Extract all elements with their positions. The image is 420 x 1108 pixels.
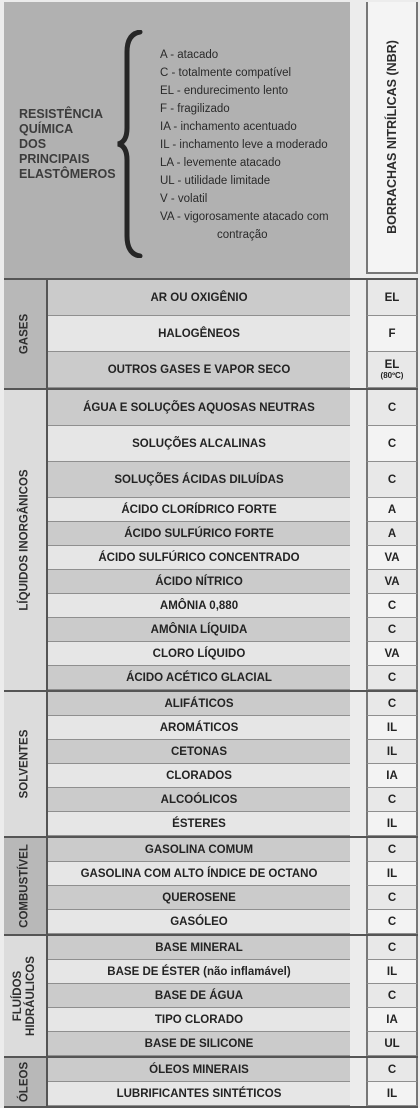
substance-name: BASE DE SILICONE (48, 1032, 350, 1056)
substance-name: ÁCIDO ACÉTICO GLACIAL (48, 666, 350, 690)
rating-cell (366, 740, 418, 764)
substance-name: ALIFÁTICOS (48, 692, 350, 716)
material-column-label: BORRACHAS NITRÍLICAS (NBR) (385, 40, 399, 234)
category-cell (4, 838, 48, 934)
substance-name: ALCOÓLICOS (48, 788, 350, 812)
rating-cell (366, 522, 418, 546)
category-label: FLUÍDOS HIDRÁULICOS (12, 956, 37, 1036)
rating-value: C (387, 891, 397, 904)
substance-name: CETONAS (48, 740, 350, 764)
substance-name: CLORADOS (48, 764, 350, 788)
rating-value: VA (384, 575, 400, 588)
curly-brace-icon (116, 30, 146, 258)
substance-name: QUEROSENE (48, 886, 350, 910)
legend-item: V - volatil (160, 193, 208, 205)
rating-value: C (387, 843, 397, 856)
rating-cell (366, 716, 418, 740)
substance-name: GASOLINA COM ALTO ÍNDICE DE OCTANO (48, 862, 350, 886)
rating-value: C (387, 793, 397, 806)
rating-cell (366, 960, 418, 984)
rating-value: EL (384, 291, 400, 304)
substance-name: LUBRIFICANTES SINTÉTICOS (48, 1082, 350, 1106)
rating-value: IL (386, 867, 398, 880)
rating-cell (366, 546, 418, 570)
category-label: SOLVENTES (18, 729, 31, 799)
category-label: GASES (18, 313, 31, 355)
substance-name: ÁCIDO CLORÍDRICO FORTE (48, 498, 350, 522)
rating-value: C (387, 473, 397, 486)
column-gap (350, 390, 366, 690)
rating-cell (366, 426, 418, 462)
rating-value: VA (384, 647, 400, 660)
substance-name: ÁGUA E SOLUÇÕES AQUOSAS NEUTRAS (48, 390, 350, 426)
rating-value: IA (386, 1013, 398, 1026)
rating-cell (366, 462, 418, 498)
rating-value: C (387, 989, 397, 1002)
rating-cell (366, 862, 418, 886)
rating-cell (366, 764, 418, 788)
substance-name: ÁCIDO NÍTRICO (48, 570, 350, 594)
rating-cell (366, 910, 418, 934)
rating-value: VA (384, 551, 400, 564)
rating-cell (366, 642, 418, 666)
substance-name: BASE DE ÁGUA (48, 984, 350, 1008)
category-cell (4, 390, 48, 690)
rating-value: C (387, 437, 397, 450)
rating-cell (366, 316, 418, 352)
legend-item: VA - vigorosamente atacado com (160, 211, 329, 223)
rating-cell (366, 1058, 418, 1082)
rating-value: EL (384, 359, 400, 371)
rating-value: C (387, 671, 397, 684)
rating-cell (366, 838, 418, 862)
substance-name: AMÔNIA 0,880 (48, 594, 350, 618)
rating-cell (366, 692, 418, 716)
category-cell (4, 692, 48, 836)
rating-value: C (387, 697, 397, 710)
rating-value: A (387, 503, 397, 516)
rating-cell (366, 666, 418, 690)
rating-cell (366, 280, 418, 316)
legend-item: F - fragilizado (160, 103, 230, 115)
substance-name: OUTROS GASES E VAPOR SECO (48, 352, 350, 388)
rating-cell (366, 618, 418, 642)
category-label: COMBUSTÍVEL (18, 844, 31, 928)
rating-value: IL (386, 1087, 398, 1100)
category-label: ÓLEOS (18, 1061, 31, 1103)
legend (160, 46, 350, 244)
legend-item: EL - endurecimento lento (160, 85, 289, 97)
rating-cell (366, 936, 418, 960)
table-header-block (4, 2, 350, 278)
category-cell (4, 1058, 48, 1106)
column-gap (350, 1058, 366, 1106)
rating-value: IL (386, 817, 398, 830)
rating-cell (366, 1008, 418, 1032)
substance-name: TIPO CLORADO (48, 1008, 350, 1032)
column-gap (350, 280, 366, 388)
substance-name: CLORO LÍQUIDO (48, 642, 350, 666)
rating-note: (80ºC) (380, 371, 404, 380)
rating-cell (366, 570, 418, 594)
rating-value: A (387, 527, 397, 540)
material-column-header (366, 2, 418, 274)
rating-value: C (387, 623, 397, 636)
category-cell (4, 280, 48, 388)
substance-name: AMÔNIA LÍQUIDA (48, 618, 350, 642)
rating-cell (366, 788, 418, 812)
substance-name: ÁCIDO SULFÚRICO FORTE (48, 522, 350, 546)
legend-item: IL - inchamento leve a moderado (160, 139, 328, 151)
rating-cell (366, 390, 418, 426)
substance-name: GASOLINA COMUM (48, 838, 350, 862)
rating-value: IL (386, 745, 398, 758)
rating-value: C (387, 915, 397, 928)
rating-value: C (387, 599, 397, 612)
rating-value: IL (386, 965, 398, 978)
rating-value: C (387, 401, 397, 414)
substance-name: ÁCIDO SULFÚRICO CONCENTRADO (48, 546, 350, 570)
category-label: LÍQUIDOS INORGÂNICOS (18, 469, 31, 611)
rating-cell (366, 352, 418, 388)
legend-item: UL - utilidade limitade (160, 175, 271, 187)
rating-cell (366, 886, 418, 910)
rating-cell (366, 984, 418, 1008)
legend-item: A - atacado (160, 49, 219, 61)
rating-value: F (388, 327, 396, 340)
column-gap (350, 936, 366, 1056)
table-title: RESISTÊNCIA QUÍMICA DOS PRINCIPAIS ELASTÔMEROS (19, 107, 116, 181)
rating-value: C (387, 1063, 397, 1076)
substance-name: SOLUÇÕES ALCALINAS (48, 426, 350, 462)
legend-item: contração (217, 229, 268, 241)
substance-name: ÓLEOS MINERAIS (48, 1058, 350, 1082)
rating-value: UL (384, 1037, 400, 1050)
rating-value: IA (386, 769, 398, 782)
legend-item: C - totalmente compatível (160, 67, 292, 79)
substance-name: SOLUÇÕES ÁCIDAS DILUÍDAS (48, 462, 350, 498)
substance-name: BASE MINERAL (48, 936, 350, 960)
substance-name: AR OU OXIGÊNIO (48, 280, 350, 316)
rating-cell (366, 812, 418, 836)
rating-cell (366, 594, 418, 618)
substance-name: BASE DE ÉSTER (não inflamável) (48, 960, 350, 984)
substance-name: ÉSTERES (48, 812, 350, 836)
column-gap (350, 692, 366, 836)
rating-value: IL (386, 721, 398, 734)
rating-value: C (387, 941, 397, 954)
rating-cell (366, 498, 418, 522)
substance-name: HALOGÊNEOS (48, 316, 350, 352)
substance-name: GASÓLEO (48, 910, 350, 934)
substance-name: AROMÁTICOS (48, 716, 350, 740)
legend-item: LA - levemente atacado (160, 157, 281, 169)
legend-item: IA - inchamento acentuado (160, 121, 297, 133)
rating-cell (366, 1082, 418, 1106)
column-gap (350, 838, 366, 934)
rating-cell (366, 1032, 418, 1056)
category-cell (4, 936, 48, 1056)
